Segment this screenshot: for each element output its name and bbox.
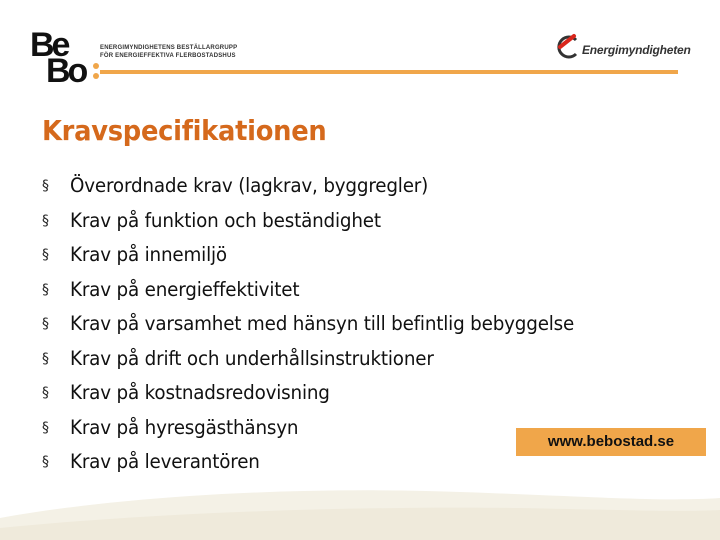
footer-wave-decoration [0,478,720,540]
bullet-marker: § [42,419,49,436]
bullet-marker: § [42,385,49,401]
list-item [42,241,606,276]
list-item-text: Krav på innemiljö [70,243,227,266]
bullet-marker: § [42,454,49,470]
bullet-marker: § [42,316,49,332]
energimyndigheten-label: Energimyndigheten [582,43,691,57]
list-item-text: Krav på hyresgästhänsyn [70,415,299,439]
bullet-marker: § [42,281,49,298]
list-item [42,310,606,345]
bebo-tagline-line2: FÖR ENERGIEFFEKTIVA FLERBOSTADSHUS [100,53,236,59]
list-item-text: Krav på funktion och beständighet [70,208,381,232]
list-item [42,172,606,207]
list-item [42,345,606,380]
bebo-tagline-line1: ENERGIMYNDIGHETENS BESTÄLLARGRUPP [100,45,238,51]
bebo-logo [30,28,104,86]
slide-title: Kravspecifikationen [42,114,327,147]
list-item-text: Överordnade krav (lagkrav, byggregler) [70,174,429,197]
bullet-marker: § [42,178,49,194]
bebo-tagline [100,44,237,60]
header-rule [100,70,678,74]
bullet-marker: § [42,350,49,367]
website-badge[interactable]: www.bebostad.se [516,428,706,456]
list-item [42,207,606,242]
list-item-text: Krav på leverantören [70,450,260,473]
list-item [42,276,606,311]
svg-text:Bo: Bo [46,52,86,86]
energimyndigheten-logo [552,32,692,62]
energimyndigheten-mark-icon [552,32,582,62]
list-item-text: Krav på varsamhet med hänsyn till befintlig bebyggelse [70,312,575,335]
bullet-marker: § [42,212,49,229]
list-item-text: Krav på energieffektivitet [70,277,300,301]
list-item-text: Krav på kostnadsredovisning [70,381,330,404]
bullet-marker: § [42,247,49,263]
list-item [42,379,606,414]
list-item-text: Krav på drift och underhållsinstruktioner [70,346,434,370]
svg-text:Be: Be [30,28,68,64]
